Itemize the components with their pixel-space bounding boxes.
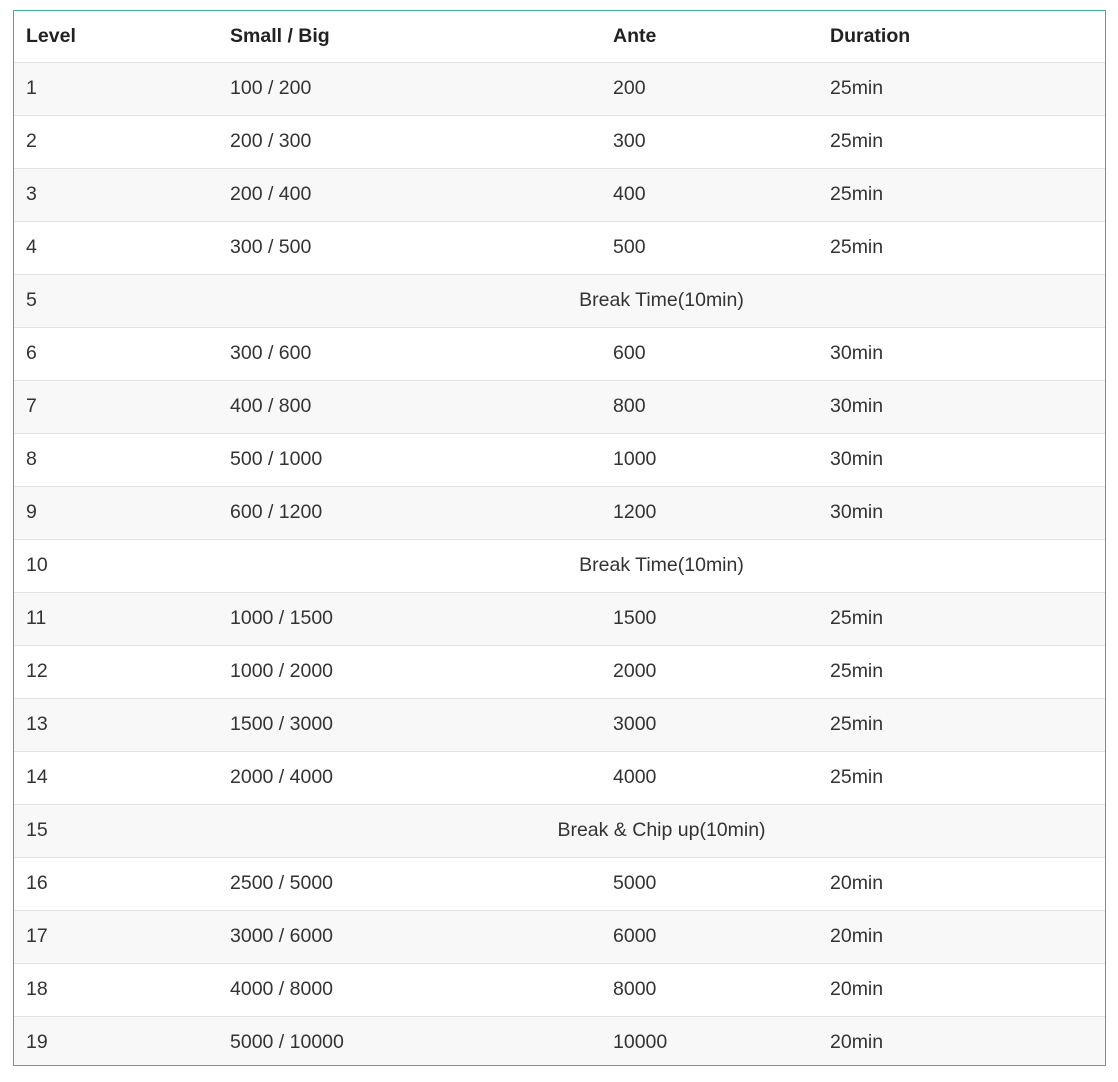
cell-duration: 20min (818, 910, 1105, 963)
table-row (14, 910, 1105, 963)
cell-blinds: 5000 / 10000 (218, 1016, 601, 1066)
cell-ante: 2000 (601, 645, 818, 698)
cell-blinds: 1000 / 1500 (218, 592, 601, 645)
cell-blinds: 400 / 800 (218, 380, 601, 433)
cell-ante: 4000 (601, 751, 818, 804)
cell-blinds: 2000 / 4000 (218, 751, 601, 804)
blind-structure-table (14, 11, 1105, 1066)
cell-level: 13 (14, 698, 218, 751)
table-row-break (14, 539, 1105, 592)
cell-blinds: 200 / 300 (218, 115, 601, 168)
table-row (14, 963, 1105, 1016)
cell-level: 14 (14, 751, 218, 804)
cell-duration: 25min (818, 698, 1105, 751)
table-row (14, 327, 1105, 380)
cell-level: 4 (14, 221, 218, 274)
table-row (14, 168, 1105, 221)
cell-ante: 800 (601, 380, 818, 433)
cell-blinds: 300 / 600 (218, 327, 601, 380)
cell-ante: 1000 (601, 433, 818, 486)
cell-level: 16 (14, 857, 218, 910)
cell-level: 2 (14, 115, 218, 168)
cell-duration: 25min (818, 751, 1105, 804)
cell-level: 17 (14, 910, 218, 963)
cell-duration: 25min (818, 168, 1105, 221)
cell-level: 9 (14, 486, 218, 539)
table-row (14, 486, 1105, 539)
cell-blinds: 2500 / 5000 (218, 857, 601, 910)
table-row (14, 1016, 1105, 1066)
cell-blinds: 1000 / 2000 (218, 645, 601, 698)
cell-level: 11 (14, 592, 218, 645)
cell-level: 8 (14, 433, 218, 486)
table-row (14, 751, 1105, 804)
table-row (14, 698, 1105, 751)
table-body (14, 62, 1105, 1066)
cell-duration: 30min (818, 486, 1105, 539)
cell-level: 10 (14, 539, 218, 592)
cell-duration: 30min (818, 433, 1105, 486)
cell-level: 15 (14, 804, 218, 857)
cell-ante: 200 (601, 62, 818, 115)
cell-duration: 25min (818, 221, 1105, 274)
cell-ante: 400 (601, 168, 818, 221)
cell-duration: 30min (818, 380, 1105, 433)
cell-duration: 30min (818, 327, 1105, 380)
cell-duration: 25min (818, 592, 1105, 645)
table-row-break (14, 804, 1105, 857)
header-small-big: Small / Big (218, 11, 601, 62)
header-ante: Ante (601, 11, 818, 62)
table-row (14, 857, 1105, 910)
cell-break: Break & Chip up(10min) (218, 804, 1105, 857)
cell-blinds: 600 / 1200 (218, 486, 601, 539)
cell-level: 3 (14, 168, 218, 221)
cell-ante: 300 (601, 115, 818, 168)
table-row-break (14, 274, 1105, 327)
cell-blinds: 500 / 1000 (218, 433, 601, 486)
cell-duration: 25min (818, 645, 1105, 698)
cell-ante: 500 (601, 221, 818, 274)
cell-break: Break Time(10min) (218, 274, 1105, 327)
cell-blinds: 4000 / 8000 (218, 963, 601, 1016)
cell-ante: 1200 (601, 486, 818, 539)
header-duration: Duration (818, 11, 1105, 62)
cell-level: 6 (14, 327, 218, 380)
blind-structure-table-container (13, 10, 1106, 1066)
table-row (14, 221, 1105, 274)
cell-ante: 8000 (601, 963, 818, 1016)
header-level: Level (14, 11, 218, 62)
table-row (14, 592, 1105, 645)
cell-level: 1 (14, 62, 218, 115)
cell-level: 12 (14, 645, 218, 698)
cell-blinds: 3000 / 6000 (218, 910, 601, 963)
cell-ante: 1500 (601, 592, 818, 645)
cell-ante: 5000 (601, 857, 818, 910)
cell-duration: 25min (818, 62, 1105, 115)
cell-blinds: 300 / 500 (218, 221, 601, 274)
table-header (14, 11, 1105, 62)
cell-ante: 6000 (601, 910, 818, 963)
cell-duration: 20min (818, 857, 1105, 910)
cell-ante: 3000 (601, 698, 818, 751)
cell-duration: 20min (818, 1016, 1105, 1066)
cell-duration: 20min (818, 963, 1105, 1016)
cell-break: Break Time(10min) (218, 539, 1105, 592)
cell-blinds: 100 / 200 (218, 62, 601, 115)
cell-duration: 25min (818, 115, 1105, 168)
cell-ante: 600 (601, 327, 818, 380)
table-row (14, 433, 1105, 486)
cell-ante: 10000 (601, 1016, 818, 1066)
cell-level: 7 (14, 380, 218, 433)
cell-blinds: 1500 / 3000 (218, 698, 601, 751)
cell-level: 18 (14, 963, 218, 1016)
cell-level: 5 (14, 274, 218, 327)
table-row (14, 645, 1105, 698)
table-header-row (14, 11, 1105, 62)
table-row (14, 62, 1105, 115)
table-row (14, 380, 1105, 433)
cell-level: 19 (14, 1016, 218, 1066)
cell-blinds: 200 / 400 (218, 168, 601, 221)
table-row (14, 115, 1105, 168)
